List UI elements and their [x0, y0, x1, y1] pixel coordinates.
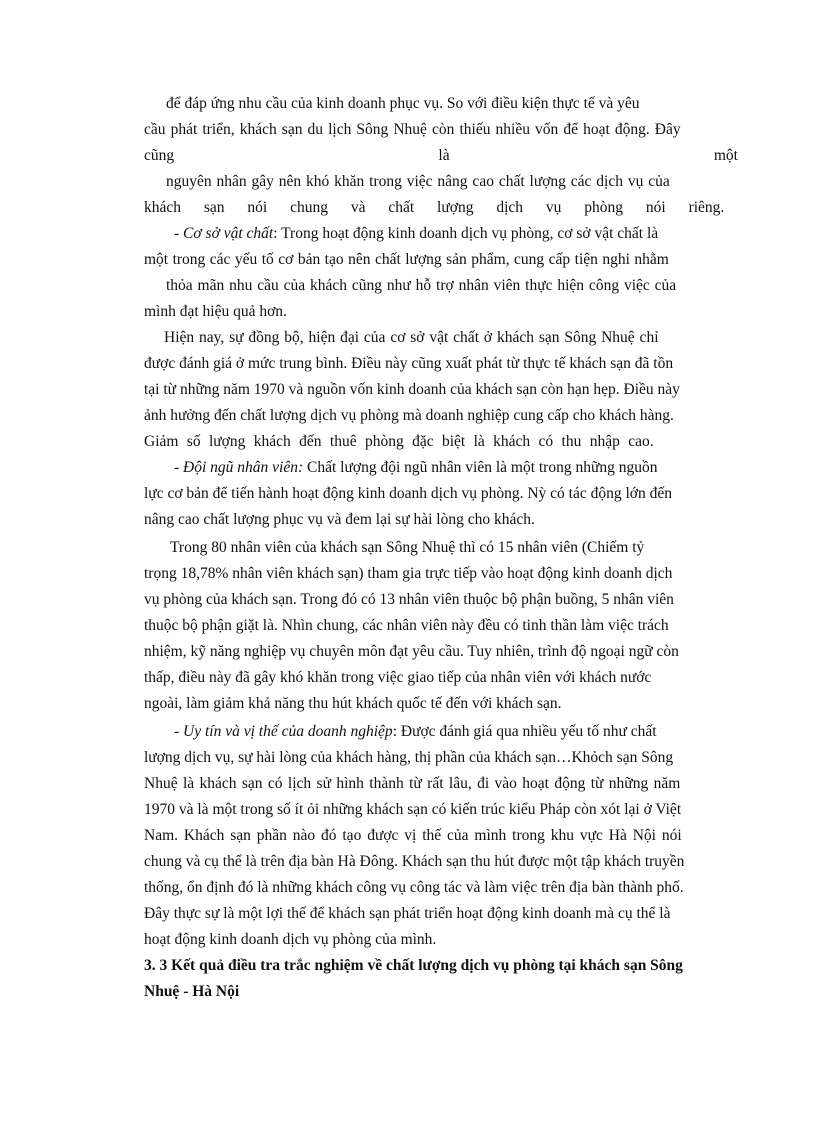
line-text: thỏa mãn nhu cầu của khách cũng như hỗ trợ nhân viên thực hiện công việc của [166, 277, 677, 294]
line-text: khách sạn nói chung và chất lượng dịch vụ phòng nói riêng. [144, 199, 725, 216]
text-line [144, 642, 738, 662]
text-line [166, 276, 738, 296]
text-line [144, 198, 738, 218]
italic-term: Đội ngũ nhân viên: [183, 459, 304, 476]
text-line [144, 930, 738, 950]
line-text: thuộc bộ phận giặt là. Nhìn chung, các nhân viên này đều có tinh thần làm việc trách [144, 617, 669, 634]
line-text [174, 224, 658, 244]
line-text: ngoài, làm giảm khả năng thu hút khách quốc tế đến với khách sạn. [144, 695, 562, 712]
line-text [174, 722, 657, 742]
text-line [144, 904, 738, 924]
line-text: lượng dịch vụ, sự hài lòng của khách hàng, thị phần của khách sạn…Khỏch sạn Sông [144, 749, 674, 766]
text-line [170, 538, 738, 558]
text-line [144, 748, 738, 768]
text-line [144, 302, 738, 322]
text-line [144, 668, 738, 688]
text-line [166, 172, 738, 192]
text-line [144, 564, 738, 584]
heading-text: Nhuệ - Hà Nội [144, 983, 240, 1000]
line-text: thống, ổn định đó là những khách công vụ công tác và làm việc trên địa bàn thành phố. [144, 879, 684, 896]
text-line [144, 590, 738, 610]
line-text: Nhuệ là khách sạn có lịch sử hình thành từ rất lâu, đi vào hoạt động từ những năm [144, 775, 681, 792]
text-line [174, 458, 738, 478]
text-line [174, 224, 738, 244]
line-text: tại từ những năm 1970 và nguồn vốn kinh doanh của khách sạn còn hạn hẹp. Điều này [144, 381, 680, 398]
line-text: lực cơ bản để tiến hành hoạt động kinh doanh dịch vụ phòng. Nỳ có tác động lớn đến [144, 485, 672, 502]
line-text: cầu phát triển, khách sạn du lịch Sông Nhuệ còn thiếu nhiều vốn để hoạt động. Đây [144, 121, 681, 138]
dash: - [174, 723, 184, 740]
text-line [144, 380, 738, 400]
text-line [144, 800, 738, 820]
line-text: Trong 80 nhân viên của khách sạn Sông Nhuệ thì có 15 nhân viên (Chiếm tỷ [170, 539, 645, 556]
line-text: hoạt động kinh doanh dịch vụ phòng của mình. [144, 931, 437, 948]
line-text: Hiện nay, sự đồng bộ, hiện đại của cơ sở vật chất ở khách sạn Sông Nhuệ chỉ [164, 329, 659, 346]
section-heading [144, 982, 738, 1002]
line-word: một [713, 147, 738, 164]
text-line [144, 146, 738, 166]
line-text: ảnh hưởng đến chất lượng dịch vụ phòng mà doanh nghiệp cung cấp cho khách hàng. [144, 407, 674, 424]
text-line [144, 406, 738, 426]
line-rest: : Trong hoạt động kinh doanh dịch vụ phòng, cơ sở vật chất là [273, 225, 659, 242]
text-line [166, 94, 738, 114]
text-line [144, 484, 738, 504]
text-line [144, 250, 738, 270]
text-line [144, 120, 738, 140]
text-line [144, 826, 738, 846]
text-line [144, 694, 738, 714]
text-line [144, 774, 738, 794]
line-text: vụ phòng của khách sạn. Trong đó có 13 nhân viên thuộc bộ phận buồng, 5 nhân viên [144, 591, 674, 608]
line-text: trọng 18,78% nhân viên khách sạn) tham gia trực tiếp vào hoạt động kinh doanh dịch [144, 565, 673, 582]
line-rest: : Được đánh giá qua nhiều yếu tố như chất [392, 723, 657, 740]
dash: - [174, 225, 184, 242]
italic-term: Cơ sở vật chất [183, 225, 274, 242]
line-text: một trong các yếu tố cơ bản tạo nên chất lượng sản phẩm, cung cấp tiện nghi nhằm [144, 251, 669, 268]
text-line [144, 852, 738, 872]
text-line [144, 432, 738, 452]
line-text: Nam. Khách sạn phần nào đó tạo được vị thế của mình trong khu vực Hà Nội nói [144, 827, 682, 844]
line-text: 1970 và là một trong số ít ỏi những khách sạn có kiến trúc kiểu Pháp còn xót lại ở Việt [144, 801, 682, 818]
text-line [144, 510, 738, 530]
line-text: nhiệm, kỹ năng nghiệp vụ chuyên môn đạt yêu cầu. Tuy nhiên, trình độ ngoại ngữ còn [144, 643, 679, 660]
text-line [144, 354, 738, 374]
line-word: cũng [144, 147, 175, 164]
line-text: mình đạt hiệu quả hơn. [144, 303, 287, 320]
section-heading [144, 956, 738, 976]
line-text: nguyên nhân gây nên khó khăn trong việc nâng cao chất lượng các dịch vụ của [166, 173, 670, 190]
text-line [174, 722, 738, 742]
heading-text: 3. 3 Kết quả điều tra trắc nghiệm về chất lượng dịch vụ phòng tại khách sạn Sông [144, 957, 683, 974]
italic-term: Uy tín và vị thế của doanh nghiệp [183, 723, 393, 740]
line-text: được đánh giá ở mức trung bình. Điều này cũng xuất phát từ thực tế khách sạn đã tồn [144, 355, 674, 372]
line-text: Đây thực sự là một lợi thế để khách sạn phát triển hoạt động kinh doanh mà cụ thể là [144, 905, 671, 922]
line-text [174, 458, 658, 478]
line-rest: Chất lượng đội ngũ nhân viên là một trong những nguồn [303, 459, 658, 476]
line-word: là [438, 147, 450, 164]
text-line [164, 328, 738, 348]
text-line [144, 878, 738, 898]
dash: - [174, 459, 184, 476]
line-text: thấp, điều này đã gây khó khăn trong việc giao tiếp của nhân viên với khách nước [144, 669, 652, 686]
line-text: để đáp ứng nhu cầu của kinh doanh phục vụ. So với điều kiện thực tế và yêu [166, 95, 640, 112]
line-text: chung và cụ thể là trên địa bàn Hà Đông. Khách sạn thu hút được một tập khách truyền [144, 853, 685, 870]
line-text: Giảm số lượng khách đến thuê phòng đặc biệt là khách có thu nhập cao. [144, 433, 654, 450]
line-text: nâng cao chất lượng phục vụ và đem lại sự hài lòng cho khách. [144, 511, 535, 528]
text-line [144, 616, 738, 636]
